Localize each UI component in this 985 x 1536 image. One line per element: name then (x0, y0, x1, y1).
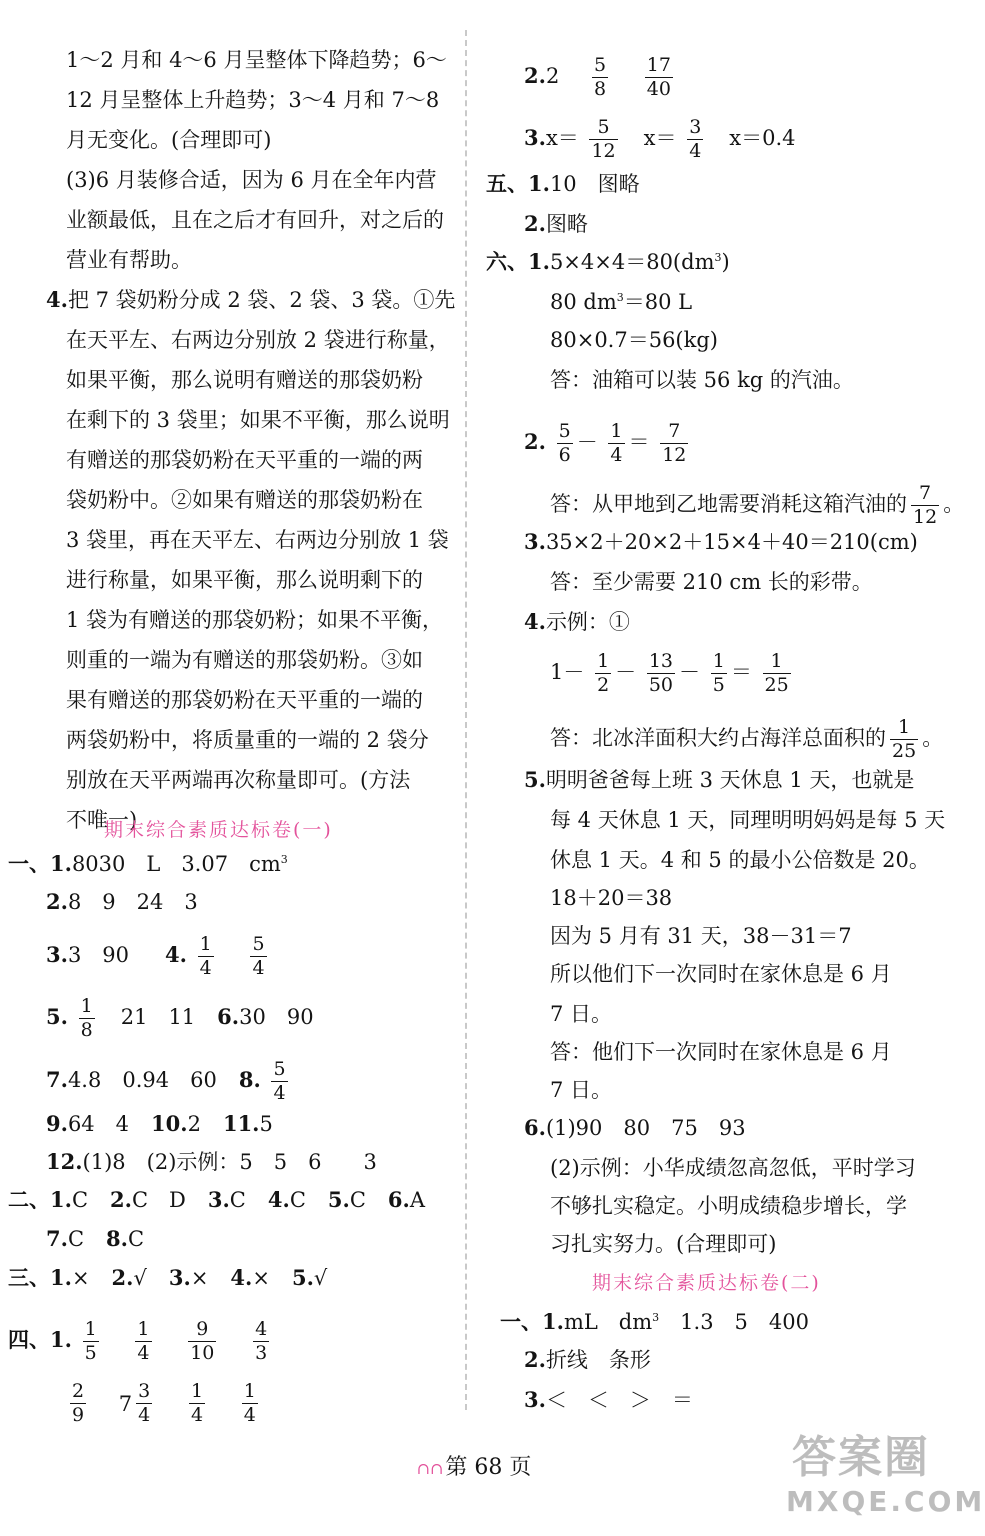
column-divider (465, 30, 467, 1410)
answer-line: 7 日。 (550, 1078, 613, 1102)
text-line: 7 日。 (550, 1002, 613, 1026)
answer-row (8, 1320, 273, 1363)
fraction: $\frac{1}{4}$ (190, 1380, 204, 1426)
answer-row (46, 888, 198, 916)
text-line: 业额最低，且在之后才有回升，对之后的 (66, 208, 444, 232)
question-number: 1. (542, 1309, 564, 1334)
answer-row (46, 1110, 273, 1138)
fraction: $\frac{4}{3}$ (255, 1318, 268, 1364)
text-line: 月无变化。(合理即可) (66, 128, 272, 152)
text-line: 所以他们下一次同时在家休息是 6 月 (550, 962, 892, 986)
fraction: $\frac{7}{12}$ (662, 420, 687, 466)
text-line: 把 7 袋奶粉分成 2 袋、2 袋、3 袋。①先 (67, 288, 456, 312)
fraction: $\frac{2}{9}$ (72, 1380, 85, 1426)
question-number: 1. (50, 851, 72, 876)
text-line: 不唯一) (66, 808, 138, 832)
site-watermark (786, 1432, 985, 1528)
answer-row: 六、$1.5\times 4\times 4=80(dm^3)$ (486, 249, 730, 274)
question-number: 1. (528, 249, 550, 274)
answer-text: 8 9 24 3 (67, 890, 198, 914)
section-label: 四、 (8, 1327, 50, 1352)
section-title: 期末综合素质达标卷(一) (104, 819, 333, 841)
question-number: 7. (46, 1067, 68, 1092)
text-line: 80 $dm^3=80$ L (550, 290, 693, 314)
question-number: 2. (524, 1347, 546, 1372)
answer-row: 2. $\frac{5}{6}$ － $\frac{1}{4}$ ＝ $\frac{7}{12}$ (524, 420, 687, 466)
text-line: 则重的一端为有赠送的那袋奶粉。③如 (66, 648, 423, 672)
fraction: $\frac{1}{4}$ (610, 420, 623, 466)
answer-row: 5.明明爸爸每上班 3 天休息 1 天，也就是 (524, 767, 915, 792)
answer-text: 3 90 (67, 943, 130, 967)
fraction: $\frac{1}{25}$ (764, 650, 789, 696)
fraction: $\frac{13}{50}$ (648, 650, 674, 696)
fraction: $\frac{17}{40}$ (646, 54, 671, 100)
answer-row (46, 935, 271, 978)
question-number: 4. (165, 942, 187, 967)
fraction: $\frac{3}{4}$ (689, 116, 702, 162)
question-number: 2. (524, 211, 546, 236)
question-number: 10. (151, 1111, 188, 1136)
answer-row (66, 1382, 262, 1425)
text-line: 两袋奶粉中，将质量重的一端的 2 袋分 (66, 728, 429, 752)
question-number: 9. (46, 1111, 68, 1136)
answer-line: 答：北冰洋面积大约占海洋总面积的 $\frac{1}{25}$ 。 (550, 716, 944, 762)
question-number: 8. (238, 1067, 261, 1092)
text-line: 1 袋为有赠送的那袋奶粉；如果不平衡， (66, 608, 444, 632)
answer-text: 2 (187, 1112, 201, 1136)
question-number: 6. (524, 1115, 546, 1140)
answer-text: 5 (259, 1112, 273, 1136)
answer-row: 6.(1)90 80 75 93 (524, 1115, 746, 1140)
text-line: 进行称量，如果平衡，那么说明剩下的 (66, 568, 423, 592)
answer-text: 64 4 (67, 1112, 130, 1136)
text-line: 有赠送的那袋奶粉在天平重的一端的两 (66, 448, 423, 472)
fraction: $\frac{5}{4}$ (273, 1058, 286, 1104)
question-number: 3. (524, 125, 546, 150)
answer-row (46, 997, 314, 1040)
text-line: 在剩下的 3 袋里；如果不平衡，那么说明 (66, 408, 450, 432)
formula-row: 1－ $\frac{1}{2}$ － $\frac{13}{50}$ － $\frac{1}{5}$ ＝ $\frac{1}{25}$ (550, 650, 789, 696)
answer-row: 4.示例：① (524, 609, 630, 634)
answer-line: 答：从甲地到乙地需要消耗这箱汽油的 $\frac{7}{12}$ 。 (550, 482, 965, 528)
answer-row: 三、1.× 2.√ 3.× 4.× 5.√ (8, 1265, 328, 1290)
fraction: $\frac{5}{12}$ (591, 116, 616, 162)
answer-row: 二、1.C 2.C D 3.C 4.C 5.C 6.A (8, 1187, 426, 1212)
fraction: $\frac{5}{6}$ (558, 420, 571, 466)
question-number: 12. (46, 1149, 83, 1174)
question-number: 4. (524, 609, 546, 634)
answer-text: 8030 L 3.07 cm (71, 852, 281, 876)
answer-line: 答：他们下一次同时在家休息是 6 月 (550, 1040, 892, 1064)
text-line: 如果平衡，那么说明有赠送的那袋奶粉 (66, 368, 423, 392)
answer-row: 2.折线 条形 (524, 1347, 651, 1372)
fraction: $\frac{5}{4}$ (252, 933, 265, 979)
section-label: 三、 (8, 1265, 50, 1290)
text-line: 因为 5 月有 31 天，38－31＝7 (550, 924, 852, 948)
text-line: 1～2 月和 4～6 月呈整体下降趋势；6～ (66, 48, 447, 72)
answer-row: 一、1.mL $dm^3$ 1.3 5 400 (500, 1309, 809, 1334)
answer-line: 答：油箱可以装 56 kg 的汽油。 (550, 368, 854, 392)
answer-row: 2.图略 (524, 211, 588, 236)
text-line: 80×0.7＝56(kg) (550, 328, 718, 352)
question-number: 2. (524, 429, 546, 454)
text-line: 每 4 天休息 1 天，同理明明妈妈是每 5 天 (550, 808, 946, 832)
section-label: 二、 (8, 1187, 50, 1212)
question-number: 3. (524, 1387, 546, 1412)
text-line: 休息 1 天。4 和 5 的最小公倍数是 20。 (550, 848, 930, 872)
question-number: 2. (46, 889, 68, 914)
question-number: 5. (46, 1004, 68, 1029)
fraction: $\frac{1}{2}$ (597, 650, 610, 696)
text-line: 3 袋里，再在天平左、右两边分别放 1 袋 (66, 528, 449, 552)
watermark-url: MXQE.COM (786, 1485, 985, 1518)
fraction: $\frac{1}{4}$ (199, 933, 212, 979)
section-label: 一、 (8, 851, 50, 876)
fraction: $\frac{1}{4}$ (137, 1318, 150, 1364)
watermark-logo-text: 答案圈 (792, 1432, 930, 1483)
fraction: $\frac{1}{25}$ (892, 716, 917, 762)
text-line: (2)示例：小华成绩忽高忽低，平时学习 (550, 1156, 916, 1180)
bunny-ears-icon: ∩∩ (416, 1459, 444, 1478)
answer-text: 30 90 (239, 1005, 314, 1029)
superscript: 3 (280, 853, 288, 866)
fraction: $\frac{1}{8}$ (80, 995, 93, 1041)
fraction: $\frac{1}{5}$ (712, 650, 725, 696)
fraction: $\frac{1}{5}$ (84, 1318, 97, 1364)
answer-row: 2.2 $\frac{5}{8}$ $\frac{17}{40}$ (524, 54, 671, 100)
section-label: 六、 (486, 249, 528, 274)
fraction: $\frac{1}{4}$ (243, 1380, 256, 1426)
section-label: 五、 (486, 171, 528, 196)
question-number: 3. (524, 529, 546, 554)
answer-row (8, 850, 288, 878)
question-number: 4. (46, 287, 68, 312)
text-line: 袋奶粉中。②如果有赠送的那袋奶粉在 (66, 488, 423, 512)
answer-line: 答：至少需要 210 cm 长的彩带。 (550, 570, 873, 594)
text-line: 不够扎实稳定。小明成绩稳步增长，学 (550, 1194, 907, 1218)
question-number: 3. (46, 942, 68, 967)
answer-row: 7.C 8.C (46, 1226, 145, 1251)
question-number: 2. (524, 63, 546, 88)
question-number: 1. (50, 1327, 72, 1352)
text-line: 营业有帮助。 (66, 248, 192, 272)
text-line: 12 月呈整体上升趋势；3～4 月和 7～8 (66, 88, 440, 112)
fraction: $\frac{9}{10}$ (190, 1318, 215, 1364)
text-line: 别放在天平两端再次称量即可。(方法 (66, 768, 411, 792)
answer-row: 3.＜ ＜ ＞ ＝ (524, 1387, 693, 1412)
answer-row (46, 1148, 377, 1176)
answer-row: 3.x＝ $\frac{5}{12}$ x＝ $\frac{3}{4}$ x＝0.4 (524, 116, 796, 162)
question-4 (46, 286, 455, 314)
section-title: 期末综合素质达标卷(二) (592, 1272, 821, 1294)
answer-row: 3.35×2＋20×2＋15×4＋40＝210(cm) (524, 529, 918, 554)
text-line: 习扎实努力。(合理即可) (550, 1232, 777, 1256)
page-number-label: 第 68 页 (445, 1455, 532, 1480)
answer-row (46, 1060, 292, 1103)
mixed-number: 7 $\frac{3}{4}$ (118, 1380, 151, 1426)
answer-text: 4.8 0.94 60 (67, 1068, 217, 1092)
text-line: 18＋20＝38 (550, 886, 673, 910)
fraction: $\frac{7}{12}$ (913, 482, 938, 528)
section-label: 一、 (500, 1309, 542, 1334)
text-line: (3)6 月装修合适，因为 6 月在全年内营 (66, 168, 437, 192)
answer-text: 21 11 (120, 1005, 196, 1029)
text-line: 在天平左、右两边分别放 2 袋进行称量， (66, 328, 450, 352)
text-line: 果有赠送的那袋奶粉在天平重的一端的 (66, 688, 423, 712)
question-number: 5. (524, 767, 546, 792)
answer-text: (1)8 (2)示例：5 5 6 3 (82, 1150, 377, 1174)
answer-row: 五、1.10 图略 (486, 171, 640, 196)
question-number: 11. (222, 1111, 260, 1136)
question-number: 1. (528, 171, 550, 196)
fraction: $\frac{5}{8}$ (594, 54, 607, 100)
question-number: 6. (217, 1004, 240, 1029)
